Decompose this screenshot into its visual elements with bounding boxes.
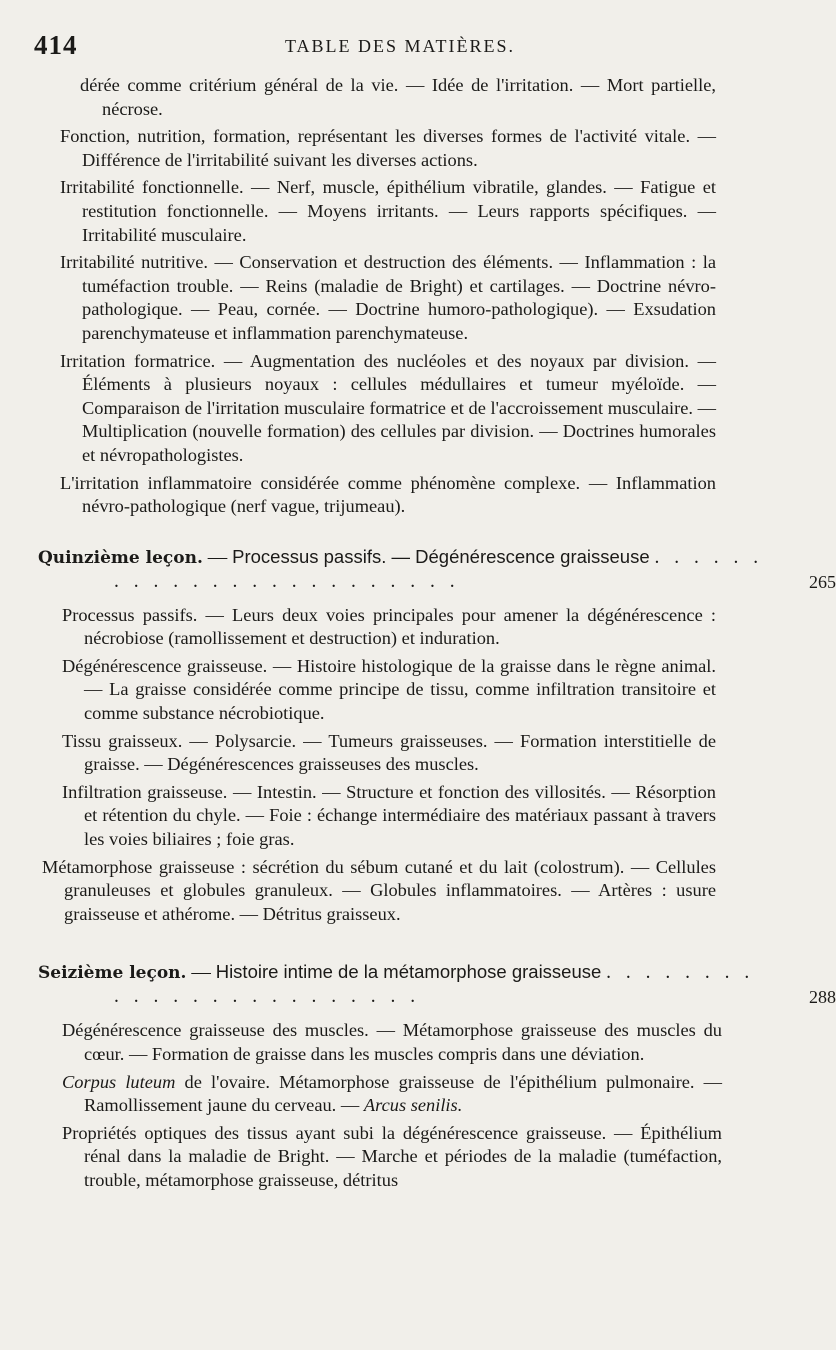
lesson-page-number: 288 [809,987,836,1008]
lesson-label: Quinzième leçon. [38,547,203,568]
toc-entry [80,74,716,121]
toc-entry [60,176,716,247]
leader-dots: . . . . . . . . . . . . . . . . . . . . . . . . [114,546,764,592]
toc-entry [60,350,716,468]
toc-entry-text: Tissu graisseux. — Polysarcie. — Tumeurs graisseuses. — Formation interstitielle de graisse. — Dégénérescences graisseuses des muscles. [62,730,716,775]
entries-before [0,74,800,519]
toc-entry [62,604,716,651]
toc-entry [62,1122,722,1193]
toc-entry-text: de l'ovaire. Métamorphose graisseuse de l'épithélium pulmonaire. — Ramollissement jaune du cerveau. — [84,1071,722,1116]
toc-entry-text: Infiltration graisseuse. — Intestin. — Structure et fonction des villosités. — Résorption et rétention du chyle. — Foie : échange intermédiaire des matériaux passant à travers les voies biliaires ; foie gras. [62,781,716,850]
toc-entry-text: L'irritation inflammatoire considérée comme phénomène complexe. — Inflammation névro-pathologique (nerf vague, trijumeau). [60,472,716,517]
running-title: TABLE DES MATIÈRES. [284,36,516,56]
leader-dots: . . . . . . . . . . . . . . . . . . . . . . . . [114,962,755,1008]
toc-entry-text: Dégénérescence graisseuse des muscles. — Métamorphose graisseuse des muscles du cœur. — Formation de graisse dans les muscles compris dans une déviation. [62,1020,722,1064]
toc-entry [62,1071,722,1118]
lesson-label: Seizième leçon. [38,963,187,984]
toc-entry-text: Fonction, nutrition, formation, représentant les diverses formes de l'activité vitale. — Différence de l'irritabilité suivant les diverses actions. [60,126,716,170]
toc-entry [60,251,716,345]
toc-entry [60,472,716,519]
lesson-title: Processus passifs. — Dégénérescence graisseuse [232,545,650,567]
toc-entry-text: dérée comme critérium général de la vie. — Idée de l'irritation. — Mort partielle, nécrose. [80,75,716,119]
lesson-title: Histoire intime de la métamorphose graisseuse [215,961,602,983]
latin-term: Arcus senilis. [363,1095,463,1116]
page-number: 414 [34,30,78,60]
lesson-heading-16: Seizième leçon. — Histoire intime de la métamorphose graisseuse . . . . . . . . . . . . . . . . . . . . . . . . 288 [38,961,836,1008]
toc-entry-text: Dégénérescence graisseuse. — Histoire histologique de la graisse dans le règne animal. — La graisse considérée comme principe de tissu, comme infiltration transitoire et comme substance nécrobiotique. [62,655,716,724]
toc-entry-text: Métamorphose graisseuse : sécrétion du sébum cutané et du lait (colostrum). — Cellules granuleuses et globules granuleux. — Globules inflammatoires. — Artères : usure graisseuse et athérome. — Détritus graisseux. [42,856,716,924]
toc-entry [62,1019,722,1066]
lesson-heading-15: Quinzième leçon. — Processus passifs. — Dégénérescence graisseuse . . . . . . . . . . . . . . . . . . . . . . . . 265 [38,545,836,592]
lesson-15-entries [0,604,800,927]
lesson-16-entries [0,1019,800,1192]
toc-entry [60,125,716,172]
toc-entry-text: Irritabilité nutritive. — Conservation et destruction des éléments. — Inflammation : la tuméfaction trouble. — Reins (maladie de Bright) et cartilages. — Doctrine névro-pathologique. — Peau, cornée. — Doctrine humoro-pathologique). — Exsudation parenchymateuse et inflammation parenchymateuse. [60,252,716,343]
lesson-page-number: 265 [809,571,836,592]
toc-entry [62,730,716,777]
table-of-contents [0,74,836,1197]
toc-entry-text: Processus passifs. — Leurs deux voies principales pour amener la dégénérescence : nécrobiose (ramollissement et destruction) et induration. [62,604,716,649]
page-header [0,30,800,64]
latin-term: Corpus luteum [62,1071,176,1092]
toc-entry-text: Irritation formatrice. — Augmentation des nucléoles et des noyaux par division. — Éléments à plusieurs noyaux : cellules médullaires et tumeur myéloïde. — Comparaison de l'irritation musculaire formatrice et de l'accroissement musculaire. — Multiplication (nouvelle formation) des cellules par division. — Doctrines humorales et névropathologistes. [60,350,716,465]
toc-entry-text: Irritabilité fonctionnelle. — Nerf, muscle, épithélium vibratile, glandes. — Fatigue et restitution fonctionnelle. — Moyens irritants. — Leurs rapports spécifiques. — Irritabilité musculaire. [60,177,716,245]
toc-entry-text: Propriétés optiques des tissus ayant subi la dégénérescence graisseuse. — Épithélium rénal dans la maladie de Bright. — Marche et périodes de la maladie (tuméfaction, trouble, métamorphose graisseuse, détritus [62,1122,722,1190]
toc-entry [62,655,716,726]
toc-entry [42,856,716,927]
toc-entry [62,781,716,852]
